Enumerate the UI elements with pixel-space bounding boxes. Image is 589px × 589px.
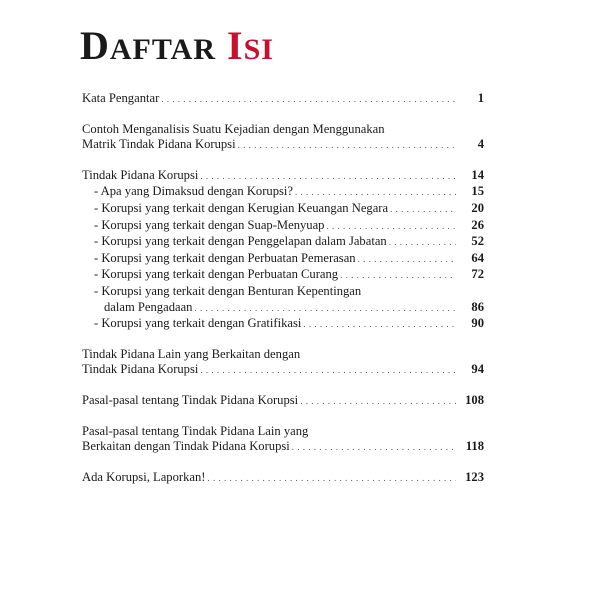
toc-subentry-text: - Korupsi yang terkait dengan Perbuatan Curang (94, 267, 339, 282)
leader-dots (358, 252, 456, 268)
toc-entry-lapor (82, 470, 484, 487)
toc-entry-text: Tindak Pidana Korupsi (82, 167, 199, 182)
leader-dots (200, 169, 456, 185)
toc-subentry-text: - Korupsi yang terkait dengan Perbuatan Pemerasan (94, 250, 356, 265)
leader-dots (200, 363, 456, 379)
leader-dots (303, 317, 456, 333)
toc-entry-text-line1: Contoh Menganalisis Suatu Kejadian dengan Menggunakan (82, 121, 385, 136)
leader-dots (389, 235, 456, 251)
leader-dots (161, 92, 456, 108)
toc-subentry (82, 234, 484, 251)
toc-page-number: 108 (465, 392, 484, 407)
title-rest-aftar: AFTAR (109, 33, 216, 66)
leader-dots (300, 394, 456, 410)
toc-entry-text-line1: Pasal-pasal tentang Tindak Pidana Lain yang (82, 423, 309, 438)
toc-entry-text: Ada Korupsi, Laporkan! (82, 469, 206, 484)
toc-page-number: 94 (471, 362, 484, 377)
toc-page-number: 1 (477, 91, 484, 105)
toc-subentry (82, 300, 484, 317)
table-of-contents (82, 91, 484, 486)
toc-entry-kata-pengantar (82, 91, 484, 108)
toc-entry-tindak-lain (82, 347, 484, 379)
toc-entry-tindak-pidana (82, 168, 484, 333)
toc-page-number: 90 (471, 316, 484, 331)
leader-dots (326, 219, 456, 235)
toc-page-number: 26 (471, 217, 484, 232)
toc-page-number: 118 (465, 439, 484, 454)
toc-entry-contoh (82, 122, 484, 154)
leader-dots (207, 471, 456, 487)
toc-page-number: 14 (471, 167, 484, 182)
toc-entry-text-line2: Berkaitan dengan Tindak Pidana Korupsi (82, 439, 290, 454)
leader-dots (194, 301, 456, 317)
toc-subentry (82, 267, 484, 284)
toc-page-number: 4 (477, 137, 484, 152)
toc-entry-text-line2: Tindak Pidana Korupsi (82, 362, 199, 377)
toc-subentry-text-line1: - Korupsi yang terkait dengan Benturan Kepentingan (94, 283, 362, 298)
toc-page-number: 15 (471, 184, 484, 199)
toc-entry-text: Pasal-pasal tentang Tindak Pidana Korupsi (82, 392, 299, 407)
toc-subentry-text-line2: dalam Pengadaan (104, 299, 193, 314)
toc-subentry-text: - Korupsi yang terkait dengan Kerugian Keuangan Negara (94, 200, 389, 215)
toc-subentry-text: - Korupsi yang terkait dengan Suap-Menyuap (94, 217, 325, 232)
toc-subentry (82, 316, 484, 333)
toc-page-number: 72 (471, 267, 484, 282)
leader-dots (238, 138, 456, 154)
toc-page-number: 20 (471, 200, 484, 215)
toc-subentry (82, 201, 484, 218)
toc-entry-text-line2: Matrik Tindak Pidana Korupsi (82, 137, 236, 152)
toc-subentry-text: - Korupsi yang terkait dengan Gratifikasi (94, 316, 302, 331)
toc-entry-text: Kata Pengantar (82, 91, 160, 105)
leader-dots (295, 185, 456, 201)
toc-page-number: 64 (471, 250, 484, 265)
toc-page-number: 86 (471, 299, 484, 314)
toc-subentry-text: - Korupsi yang terkait dengan Penggelapan dalam Jabatan (94, 234, 387, 249)
toc-subentry (82, 251, 484, 268)
leader-dots (292, 440, 456, 456)
toc-entry-pasal-lain (82, 424, 484, 456)
title-initial-d: D (80, 23, 110, 68)
toc-subentry-text: - Apa yang Dimaksud dengan Korupsi? (94, 184, 294, 199)
leader-dots (390, 202, 456, 218)
toc-entry-text-line1: Tindak Pidana Lain yang Berkaitan dengan (82, 346, 301, 361)
title-initial-i: I (227, 23, 244, 68)
leader-dots (340, 268, 456, 284)
toc-page-number: 52 (471, 234, 484, 249)
title-rest-si: SI (243, 33, 274, 66)
toc-subentry (82, 184, 484, 201)
toc-subentry (82, 218, 484, 235)
page-title (80, 22, 274, 74)
toc-entry-pasal (82, 393, 484, 410)
toc-page-number: 123 (465, 469, 484, 484)
